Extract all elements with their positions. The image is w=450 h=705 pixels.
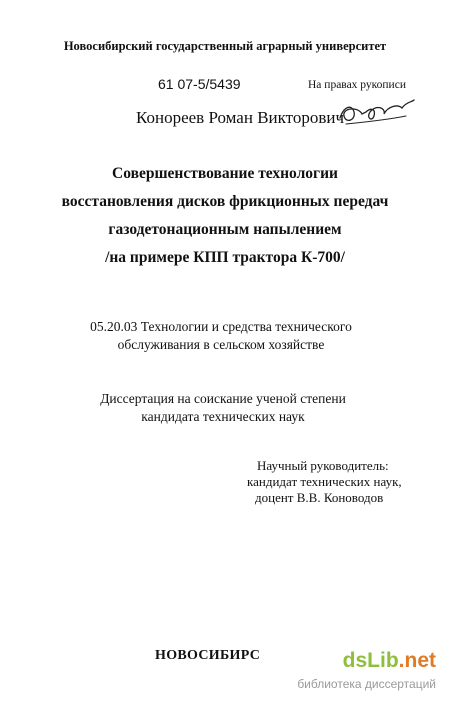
author-name: Конореев Роман Викторович bbox=[136, 108, 345, 127]
record-number: 61 07-5/5439 bbox=[158, 76, 241, 92]
watermark-tagline: библиотека диссертаций bbox=[297, 677, 436, 691]
degree-line-2: кандидата технических наук bbox=[141, 409, 305, 424]
title-line-2: восстановления дисков фрикционных передач bbox=[61, 193, 389, 210]
title-line-4: /на примере КПП трактора К-700/ bbox=[105, 249, 345, 266]
watermark-brand-ds: ds bbox=[342, 649, 368, 672]
supervisor-label: Научный руководитель: bbox=[257, 458, 389, 473]
signature-icon bbox=[336, 94, 418, 134]
rights-note: На правах рукописи bbox=[308, 79, 406, 91]
supervisor-name: доцент В.В. Коноводов bbox=[255, 490, 384, 505]
watermark-brand-net: .net bbox=[398, 649, 436, 672]
city-name: НОВОСИБИРС bbox=[155, 648, 261, 663]
specialty-line-2: обслуживания в сельском хозяйстве bbox=[117, 337, 325, 352]
university-name: Новосибирский государственный аграрный университет bbox=[63, 39, 387, 53]
specialty-line-1: 05.20.03 Технологии и средства технического bbox=[90, 319, 352, 334]
watermark-logo bbox=[250, 649, 440, 697]
degree-line-1: Диссертация на соискание ученой степени bbox=[100, 391, 346, 406]
title-line-3: газодетонационным напылением bbox=[108, 221, 342, 238]
supervisor-degree: кандидат технических наук, bbox=[247, 474, 402, 489]
title-line-1: Совершенствование технологии bbox=[112, 165, 338, 182]
watermark-brand bbox=[343, 649, 436, 673]
watermark-brand-lib: Lib bbox=[367, 649, 399, 672]
